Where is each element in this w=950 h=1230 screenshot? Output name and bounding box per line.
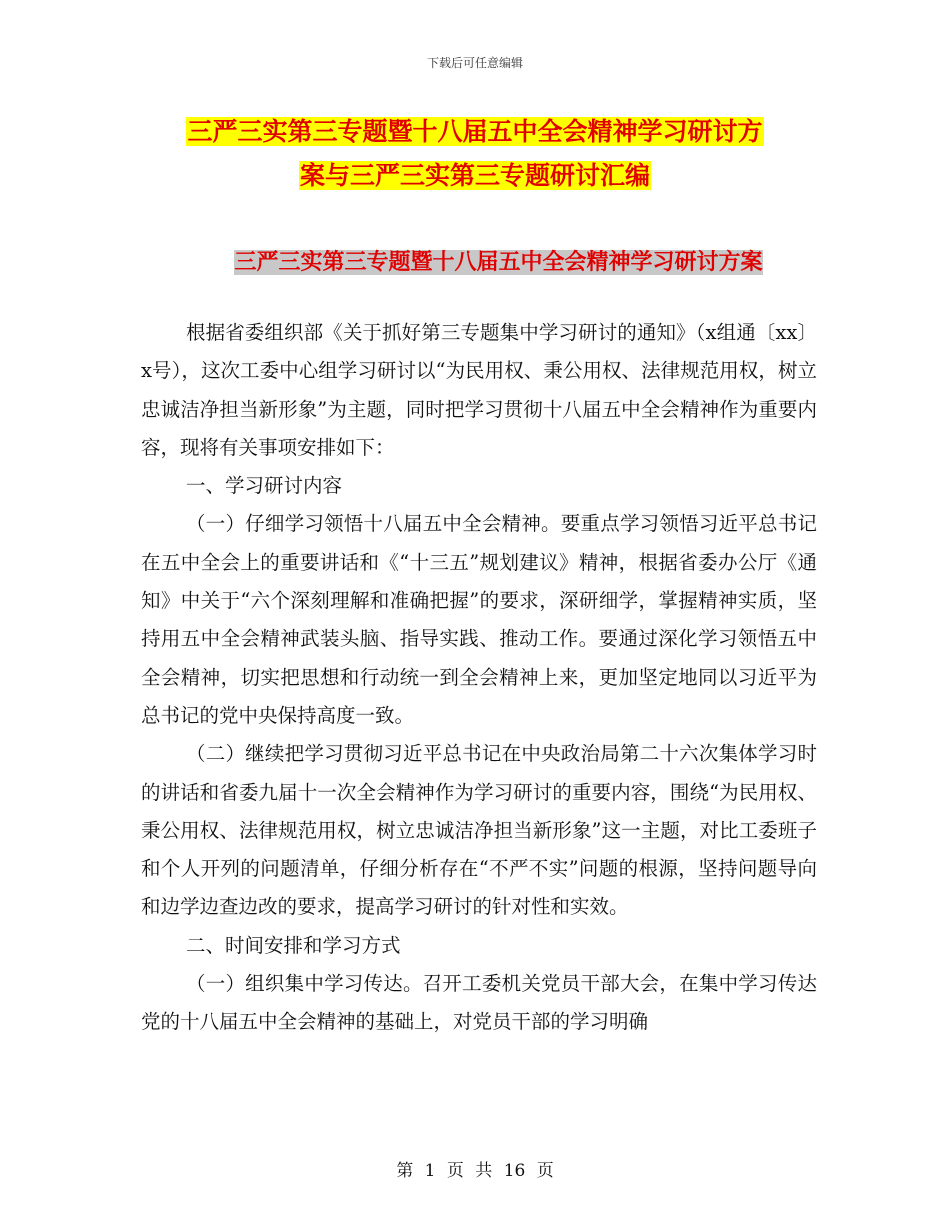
paragraph-intro: 根据省委组织部《关于抓好第三专题集中学习研讨的通知》（x组通〔xx〕x号），这次工委中心组学习研讨以“为民用权、秉公用权、法律规范用权，树立忠诚洁净担当新形象”为主题，同时把学习贯彻十八届五中全会精神作为重要内容，现将有关事项安排如下： — [141, 321, 817, 459]
section-title: 三严三实第三专题暨十八届五中全会精神学习研讨方案 — [234, 250, 763, 275]
paragraph-item-1: （一）仔细学习领悟十八届五中全会精神。要重点学习领悟习近平总书记在五中全会上的重要讲话和《“十三五”规划建议》精神，根据省委办公厅《通知》中关于“六个深刻理解和准确把握”的要求，深研细学，掌握精神实质，坚持用五中全会精神武装头脑、指导实践、推动工作。要通过深化学习领悟五中全会精神，切实把思想和行动统一到全会精神上来，更加坚定地同以习近平为总书记的党中央保持高度一致。 — [141, 512, 817, 727]
document-title-line1: 三严三实第三专题暨十八届五中全会精神学习研讨方 — [187, 117, 763, 146]
document-body — [141, 314, 817, 1042]
header-note: 下载后可任意编辑 — [426, 56, 523, 70]
page-indicator: 第 1 页 共 16 页 — [396, 1161, 554, 1181]
heading-schedule: 二、时间安排和学习方式 — [186, 933, 401, 957]
document-title-line2: 案与三严三实第三专题研讨汇编 — [299, 161, 650, 190]
heading-study-content: 一、学习研讨内容 — [186, 474, 343, 498]
paragraph-item-2: （二）继续把学习贯彻习近平总书记在中央政治局第二十六次集体学习时的讲话和省委九届十一次全会精神作为学习研讨的重要内容，围绕“为民用权、秉公用权、法律规范用权，树立忠诚洁净担当新形象”这一主题，对比工委班子和个人开列的问题清单，仔细分析存在“不严不实”问题的根源，坚持问题导向和边学边查边改的要求，提高学习研讨的针对性和实效。 — [141, 742, 817, 919]
paragraph-schedule-1: （一）组织集中学习传达。召开工委机关党员干部大会，在集中学习传达党的十八届五中全会精神的基础上，对党员干部的学习明确 — [141, 972, 817, 1034]
